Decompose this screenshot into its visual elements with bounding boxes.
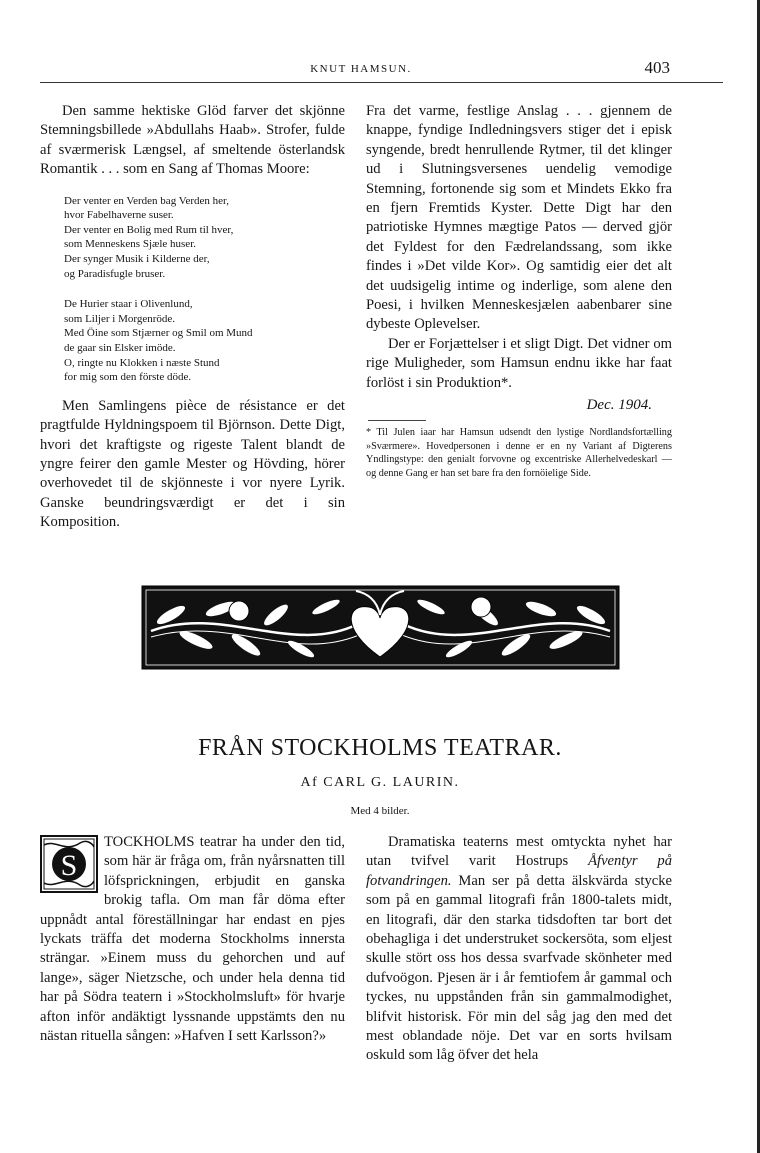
article-byline: Af CARL G. LAURIN. (300, 775, 460, 790)
page-number: 403 (644, 58, 670, 77)
right-para-2: Der er Forjættelser i et sligt Digt. Det vidner om rige Muligheder, som Hamsun endnu ikke har faat forlöst i sin Produktion*. (366, 335, 672, 391)
article-right-column (366, 833, 672, 1066)
article-left-column (40, 833, 345, 1046)
poem-stanza-2 (64, 297, 345, 385)
images-note: Med 4 bilder. (350, 805, 410, 817)
poem-line: de gaar sin Elsker imöde. (64, 341, 176, 354)
right-column (366, 102, 672, 480)
signature-date: Dec. 1904. (586, 397, 652, 414)
poem-line: som Liljer i Morgenröde. (64, 312, 175, 325)
right-para-1: Fra det varme, festlige Anslag . . . gjennem de knappe, fyndige Indledningsvers stiger det i episk syngende, bredt henrullende Rytmer, til det klinger ud i Slutningsversenes uendelig vemodige Stemning, fortonende sig som et Mindets Ekko fra en fjern Fremtids Kyster. Dette Digt har den patriotiske Hymnes mægtige Patos — derved gjör det Fyldest for den Fædrelandssang, som ikke findes i »Det vilde Kor». Og samtidig eier det alt det uudsigelig intime og inderlige, som alene den Poesi, i hvilken Menneskesjælen aabenbarer sine dybeste Oplevelser. (366, 103, 672, 333)
poem-line: Der synger Musik i Kilderne der, (64, 253, 210, 265)
article-right-text-a: Dramatiska teaterns mest omtyckta nyhet har utan tvifvel varit Hostrups (366, 834, 672, 870)
play-title: Åfventyr på fotvandringen. (366, 853, 672, 889)
article-title: FRÅN STOCKHOLMS TEATRAR. (198, 735, 562, 761)
footnote: * Til Julen iaar har Hamsun udsendt den lystige Nordlandsfortælling »Sværmere». Hovedpersonen i denne er en ny Variant af Digterens Yndlingstype: den genialt forvovne og excentriske Allerhelvedeskarl — og denne Gang er han set bare fra den fornöielige Side. (366, 427, 672, 479)
header-rule (40, 82, 723, 83)
drop-cap-letter: S (60, 849, 78, 882)
drop-cap (40, 835, 98, 893)
poem-line: Der venter en Verden bag Verden her, (64, 194, 229, 207)
poem-stanza-1 (64, 194, 345, 282)
poem-line: som Menneskens Sjæle huser. (64, 238, 196, 251)
decorative-ornament (141, 585, 620, 670)
poem-line: for mig som den förste döde. (64, 371, 192, 384)
poem-line: og Paradisfugle bruser. (64, 267, 166, 280)
article-left-text: TOCKHOLMS teatrar ha under den tid, som här är fråga om, från nyårsnatten till löfsprickningen, erbjudit en ganska brokig tafla. Om man får döma efter uppnådt antal föreställningar har endast en pjes lyckats träffa det moderna Stockholms innersta strängar. »Einem muss du gehorchen und auf lange», säger Nietzsche, och under hela denna tid har på Södra teatern i »Stockholmsluft» för hvarje afton inför andäktigt lyssnande uppstämts den nu nästan rituella sången: »Hafven I sett Karlsson?» (40, 834, 345, 1045)
poem-line: De Hurier staar i Olivenlund, (64, 298, 193, 311)
footnote-rule (368, 420, 426, 421)
poem-line: O, ringte nu Klokken i næste Stund (64, 356, 220, 369)
article-right-text (366, 833, 672, 1066)
left-para-2: Men Samlingens pièce de résistance er det pragtfulde Hyldningspoem til Björnson. Dette Digt, hvori det kraftigste og rigeste Talent blandt de yngre feirer den gamle Mester og Hövding, hörer overhovedet til de skjönneste i vor nyere Lyrik. Ganske beundringsværdigt er det i sin Komposition. (40, 397, 345, 531)
left-column (40, 102, 345, 533)
poem-line: hvor Fabelhaverne suser. (64, 209, 174, 222)
poem-line: Med Öine som Stjærner og Smil om Mund (64, 327, 253, 340)
poem-line: Der venter en Bolig med Rum til hver, (64, 223, 234, 236)
left-para-1: Den samme hektiske Glöd farver det skjönne Stemningsbillede »Abdullahs Haab». Strofer, fulde af sværmerisk Længsel, af smeltende österlandsk Romantik . . . som en Sang af Thomas Moore: (40, 103, 345, 178)
running-title: KNUT HAMSUN. (310, 63, 412, 75)
article-right-text-b: Man ser på detta älskvärda stycke som på en gammal litografi från 1800-talets midt, en litografi, där den starka tidsdoften tar bort det obehagliga i det understruket sockersöta, som eljest skulle stört oss hos dessa svarfvade skönheter med dufvoögon. Pjesen är i år femtiofem år gammal och tyckes, nu uppstånden från sin gammalmodighet, blifvit historisk. För min del såg jag den med det mest oblandade nöje. Det var en sorts hvilsam oskuld som låg öfver det hela (366, 872, 672, 1064)
